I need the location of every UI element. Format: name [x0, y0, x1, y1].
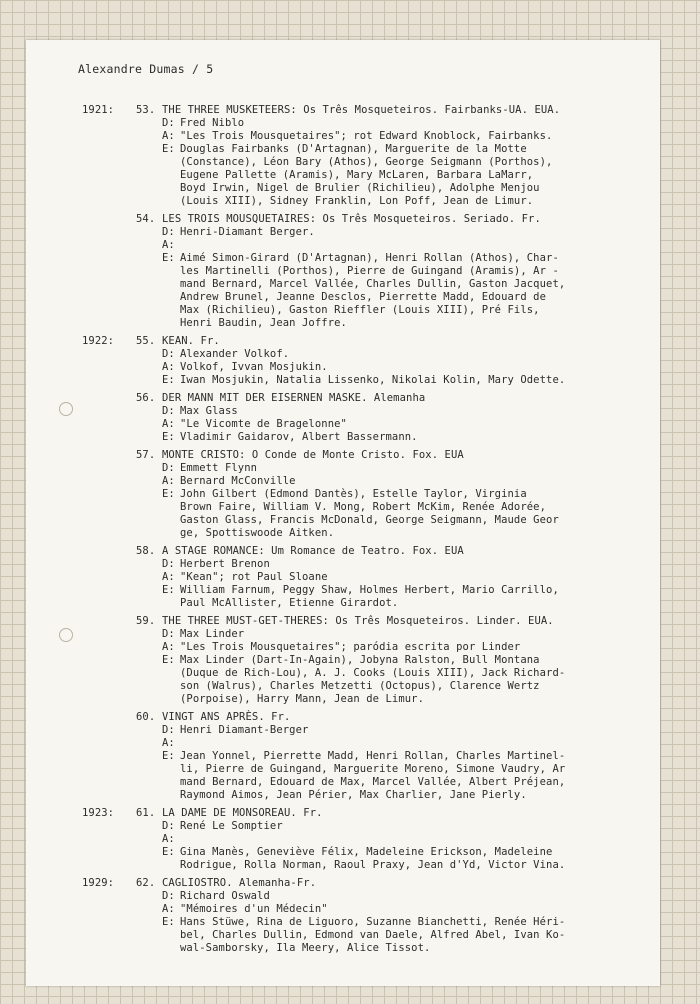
- entry-heading: [82, 213, 652, 226]
- credit-label: E:: [162, 431, 175, 443]
- film-title: DER MANN MIT DER EISERNEN MASKE. Alemanha: [162, 392, 426, 404]
- film-title: THE THREE MUSKETEERS: Os Três Mosqueteiros. Fairbanks-UA. EUA.: [162, 104, 561, 116]
- credit-text: John Gilbert (Edmond Dantès), Estelle Taylor, Virginia Brown Faire, William V. Mong, Robert McKim, Renée Adorée, Gaston Glass, Francis McDonald, George Seigmann, Maude Geor ge, Spottiswoode Aitken.: [180, 488, 559, 539]
- credit-text: Max Glass: [180, 405, 238, 417]
- credit-field: [82, 903, 652, 916]
- filmography-list: [82, 104, 652, 960]
- credit-text: Richard Oswald: [180, 890, 270, 902]
- credit-field: [82, 820, 652, 833]
- credit-field: [82, 374, 652, 387]
- credit-field: [82, 418, 652, 431]
- credit-text: Douglas Fairbanks (D'Artagnan), Marguerite de la Motte (Constance), Léon Bary (Athos), George Seigmann (Porthos), Eugene Pallette (Aramis), Mary McLaren, Barbara LaMarr, Boyd Irwin, Nigel de Brulier (Richilieu), Adolphe Menjou (Louis XIII), Sidney Franklin, Lon Poff, Jean de Limur.: [180, 143, 553, 207]
- credit-text: Aimé Simon-Girard (D'Artagnan), Henri Rollan (Athos), Char- les Martinelli (Porthos), Pierre de Guingand (Aramis), Ar - mand Bernard, Marcel Vallée, Charles Dullin, Gaston Jacquet, Andrew Brunel, Jeanne Desclos, Pierrette Madd, Edouard de Max (Richilieu), Gaston Rieffler (Louis XIII), Pré Fils, Henri Baudin, Jean Joffre.: [180, 252, 566, 329]
- credit-text: Hans Stüwe, Rina de Liguoro, Suzanne Bianchetti, Renée Héri- bel, Charles Dullin, Edmond van Daele, Alfred Abel, Ivan Ko- wal-Samborsky, Ila Meery, Alice Tissot.: [180, 916, 566, 954]
- credit-field: [82, 475, 652, 488]
- film-entry: [82, 449, 652, 540]
- film-entry: [82, 335, 652, 387]
- credit-field: [82, 654, 652, 706]
- credit-field: [82, 130, 652, 143]
- film-title: VINGT ANS APRÈS. Fr.: [162, 711, 291, 723]
- credit-field: [82, 833, 652, 846]
- credit-label: D:: [162, 462, 175, 474]
- credit-label: D:: [162, 724, 175, 736]
- credit-label: E:: [162, 916, 175, 928]
- credit-field: [82, 571, 652, 584]
- entry-heading: [82, 545, 652, 558]
- entry-year: 1929:: [82, 877, 115, 889]
- credit-field: [82, 584, 652, 610]
- credit-label: A:: [162, 239, 175, 251]
- typed-page: [26, 40, 660, 986]
- film-title: KEAN. Fr.: [162, 335, 220, 347]
- page-header: Alexandre Dumas / 5: [78, 62, 214, 76]
- credit-text: Volkof, Ivvan Mosjukin.: [180, 361, 328, 373]
- film-entry: [82, 877, 652, 955]
- credit-field: [82, 431, 652, 444]
- credit-text: Jean Yonnel, Pierrette Madd, Henri Rollan, Charles Martinel- li, Pierre de Guingand, Marguerite Moreno, Simone Vaudry, Ar mand Bernard, Edouard de Max, Marcel Vallée, Albert Préjean, Raymond Aimos, Jean Périer, Max Charlier, Jane Pierly.: [180, 750, 566, 801]
- credit-text: Emmett Flynn: [180, 462, 258, 474]
- credit-label: D:: [162, 348, 175, 360]
- film-title: THE THREE MUST-GET-THERES: Os Três Mosqueteiros. Linder. EUA.: [162, 615, 554, 627]
- credit-text: "Les Trois Mousquetaires"; rot Edward Knoblock, Fairbanks.: [180, 130, 553, 142]
- entry-number: 58.: [136, 545, 156, 557]
- entry-year: 1923:: [82, 807, 115, 819]
- entry-number: 61.: [136, 807, 156, 819]
- credit-text: "Le Vicomte de Bragelonne": [180, 418, 347, 430]
- credit-field: [82, 226, 652, 239]
- credit-text: "Mémoires d'un Médecin": [180, 903, 328, 915]
- film-title: MONTE CRISTO: O Conde de Monte Cristo. Fox. EUA: [162, 449, 464, 461]
- credit-field: [82, 462, 652, 475]
- credit-field: [82, 239, 652, 252]
- credit-label: A:: [162, 361, 175, 373]
- entry-number: 59.: [136, 615, 156, 627]
- credit-label: A:: [162, 571, 175, 583]
- film-entry: [82, 213, 652, 330]
- entry-heading: [82, 449, 652, 462]
- credit-label: D:: [162, 117, 175, 129]
- credit-field: [82, 361, 652, 374]
- credit-label: E:: [162, 846, 175, 858]
- credit-text: [180, 239, 652, 252]
- credit-label: A:: [162, 418, 175, 430]
- credit-text: Vladimir Gaidarov, Albert Bassermann.: [180, 431, 418, 443]
- film-entry: [82, 807, 652, 872]
- credit-field: [82, 348, 652, 361]
- credit-field: [82, 916, 652, 955]
- credit-field: [82, 558, 652, 571]
- entry-number: 53.: [136, 104, 156, 116]
- credit-label: E:: [162, 143, 175, 155]
- credit-text: Herbert Brenon: [180, 558, 270, 570]
- credit-field: [82, 628, 652, 641]
- credit-label: D:: [162, 226, 175, 238]
- credit-text: Max Linder: [180, 628, 245, 640]
- entry-heading: [82, 877, 652, 890]
- credit-field: [82, 890, 652, 903]
- entry-year: 1921:: [82, 104, 115, 116]
- credit-label: D:: [162, 558, 175, 570]
- film-title: CAGLIOSTRO. Alemanha-Fr.: [162, 877, 317, 889]
- credit-label: A:: [162, 833, 175, 845]
- credit-field: [82, 737, 652, 750]
- film-entry: [82, 615, 652, 706]
- credit-text: "Kean"; rot Paul Sloane: [180, 571, 328, 583]
- credit-field: [82, 252, 652, 330]
- entry-number: 57.: [136, 449, 156, 461]
- film-title: LES TROIS MOUSQUETAIRES: Os Três Mosqueteiros. Seriado. Fr.: [162, 213, 541, 225]
- credit-text: Henri-Diamant Berger.: [180, 226, 315, 238]
- entry-year: [82, 545, 136, 558]
- credit-label: A:: [162, 641, 175, 653]
- entry-heading: [82, 615, 652, 628]
- entry-year: [82, 449, 136, 462]
- credit-text: Iwan Mosjukin, Natalia Lissenko, Nikolai Kolin, Mary Odette.: [180, 374, 566, 386]
- credit-text: "Les Trois Mousquetaires"; paródia escrita por Linder: [180, 641, 521, 653]
- credit-text: Gina Manès, Geneviève Félix, Madeleine Erickson, Madeleine Rodrigue, Rolla Norman, Raoul Praxy, Jean d'Yd, Victor Vina.: [180, 846, 566, 871]
- credit-text: [180, 833, 652, 846]
- entry-number: 55.: [136, 335, 156, 347]
- credit-field: [82, 488, 652, 540]
- credit-label: E:: [162, 584, 175, 596]
- entry-heading: [82, 335, 652, 348]
- entry-heading: [82, 104, 652, 117]
- credit-label: A:: [162, 903, 175, 915]
- entry-year: [82, 615, 136, 628]
- entry-year: [82, 213, 136, 226]
- entry-year: [82, 711, 136, 724]
- credit-label: E:: [162, 488, 175, 500]
- credit-text: Fred Niblo: [180, 117, 245, 129]
- entry-number: 60.: [136, 711, 156, 723]
- credit-text: Bernard McConville: [180, 475, 296, 487]
- film-title: A STAGE ROMANCE: Um Romance de Teatro. Fox. EUA: [162, 545, 464, 557]
- credit-label: E:: [162, 252, 175, 264]
- credit-label: D:: [162, 405, 175, 417]
- credit-label: D:: [162, 628, 175, 640]
- credit-label: A:: [162, 130, 175, 142]
- credit-field: [82, 117, 652, 130]
- credit-text: Max Linder (Dart-In-Again), Jobyna Ralston, Bull Montana (Duque de Rich-Lou), A. J. Cooks (Louis XIII), Jack Richard- son (Walrus), Charles Metzetti (Octopus), Clarence Wertz (Porpoise), Harry Mann, Jean de Limur.: [180, 654, 566, 705]
- credit-label: A:: [162, 475, 175, 487]
- credit-label: E:: [162, 374, 175, 386]
- credit-field: [82, 846, 652, 872]
- credit-text: René Le Somptier: [180, 820, 283, 832]
- film-entry: [82, 392, 652, 444]
- credit-label: D:: [162, 820, 175, 832]
- credit-label: A:: [162, 737, 175, 749]
- credit-label: E:: [162, 654, 175, 666]
- credit-field: [82, 405, 652, 418]
- credit-text: Henri Diamant-Berger: [180, 724, 309, 736]
- credit-label: D:: [162, 890, 175, 902]
- film-entry: [82, 711, 652, 802]
- entry-year: [82, 392, 136, 405]
- film-entry: [82, 545, 652, 610]
- credit-label: E:: [162, 750, 175, 762]
- entry-heading: [82, 711, 652, 724]
- credit-text: Alexander Volkof.: [180, 348, 290, 360]
- punch-hole-mark: [59, 628, 73, 642]
- entry-heading: [82, 392, 652, 405]
- entry-year: 1922:: [82, 335, 115, 347]
- credit-field: [82, 750, 652, 802]
- credit-field: [82, 724, 652, 737]
- credit-field: [82, 143, 652, 208]
- entry-number: 54.: [136, 213, 156, 225]
- credit-field: [82, 641, 652, 654]
- credit-text: [180, 737, 652, 750]
- credit-text: William Farnum, Peggy Shaw, Holmes Herbert, Mario Carrillo, Paul McAllister, Etienne Girardot.: [180, 584, 559, 609]
- film-entry: [82, 104, 652, 208]
- entry-number: 62.: [136, 877, 156, 889]
- film-title: LA DAME DE MONSOREAU. Fr.: [162, 807, 323, 819]
- entry-number: 56.: [136, 392, 156, 404]
- entry-heading: [82, 807, 652, 820]
- punch-hole-mark: [59, 402, 73, 416]
